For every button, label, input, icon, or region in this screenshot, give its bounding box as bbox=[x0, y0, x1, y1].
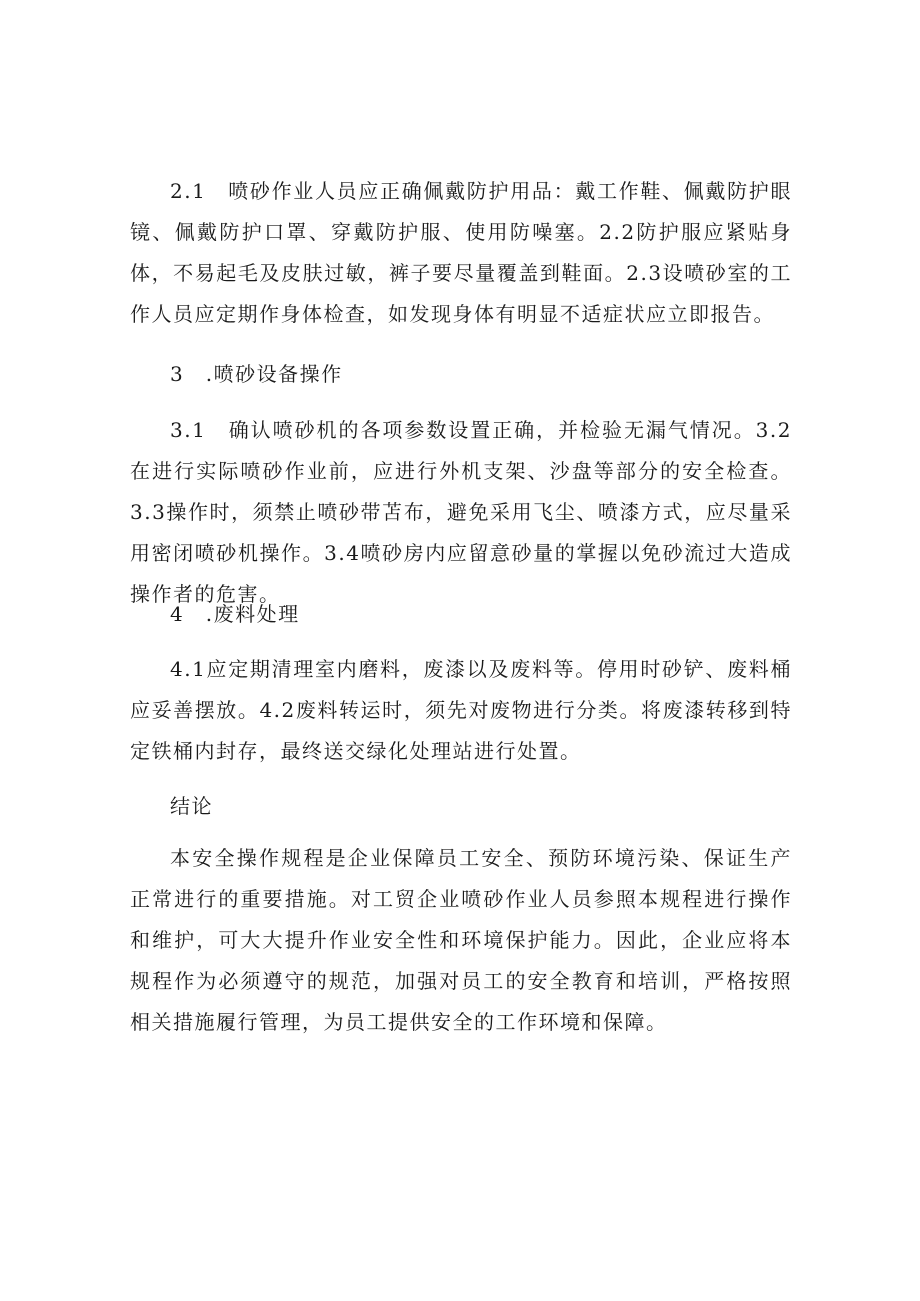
conclusion-heading: 结论 bbox=[170, 794, 213, 818]
section-3-heading: 3 .喷砂设备操作 bbox=[170, 362, 343, 386]
section-4-paragraph: 4.1应定期清理室内磨料，废漆以及废料等。停用时砂铲、废料桶应妥善摆放。4.2废料转运时，须先对废物进行分类。将废漆转移到特定铁桶内封存，最终送交绿化处理站进行处置。 bbox=[130, 657, 792, 763]
conclusion-paragraph: 本安全操作规程是企业保障员工安全、预防环境污染、保证生产正常进行的重要措施。对工贸企业喷砂作业人员参照本规程进行操作和维护，可大大提升作业安全性和环境保护能力。因此，企业应将本规程作为必须遵守的规范，加强对员工的安全教育和培训，严格按照相关措施履行管理，为员工提供安全的工作环境和保障。 bbox=[130, 846, 792, 1034]
section-2-paragraph: 2.1 喷砂作业人员应正确佩戴防护用品：戴工作鞋、佩戴防护眼镜、佩戴防护口罩、穿戴防护服、使用防噪塞。2.2防护服应紧贴身体，不易起毛及皮肤过敏，裤子要尽量覆盖到鞋面。2.3设喷砂室的工作人员应定期作身体检查，如发现身体有明显不适症状应立即报告。 bbox=[130, 179, 792, 326]
section-4-heading: 4 .废料处理 bbox=[170, 602, 300, 626]
section-3-paragraph: 3.1 确认喷砂机的各项参数设置正确，并检验无漏气情况。3.2在进行实际喷砂作业前，应进行外机支架、沙盘等部分的安全检查。3.3操作时，须禁止喷砂带苫布，避免采用飞尘、喷漆方式，应尽量采用密闭喷砂机操作。3.4喷砂房内应留意砂量的掌握以免砂流过大造成操作者的危害。 bbox=[130, 418, 792, 606]
